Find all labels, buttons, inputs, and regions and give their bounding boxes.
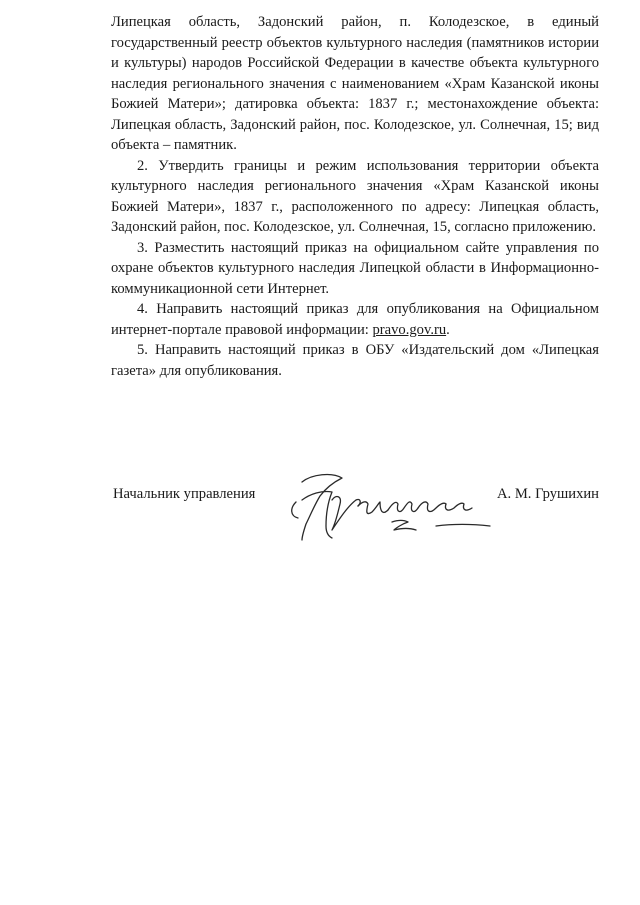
signatory-position: Начальник управления	[113, 486, 256, 502]
paragraph-item-2: 2. Утвердить границы и режим использования территории объекта культурного наследия регионального значения «Храм Казанской иконы Божией Матери», 1837 г., расположенного по адресу: Липецкая область, Задонский район, пос. Колодезское, ул. Солнечная, 15, согласно приложению.	[111, 157, 599, 235]
paragraph-item-4	[111, 299, 599, 340]
paragraph-item-5: 5. Направить настоящий приказ в ОБУ «Издательский дом «Липецкая газета» для опубликования.	[111, 342, 599, 379]
handwritten-signature	[286, 466, 516, 546]
pravo-link[interactable]: pravo.gov.ru	[372, 321, 447, 338]
paragraph-continuation: Липецкая область, Задонский район, п. Колодезское, в единый государственный реестр объектов культурного наследия (памятников истории и культуры) народов Российской Федерации в качестве объекта культурного наследия регионального значения с наименованием «Храм Казанской иконы Божией Матери»; датировка объекта: 1837 г.; местонахождение объекта: Липецкая область, Задонский район, пос. Колодезское, ул. Солнечная, 15; вид объекта – памятник.	[111, 14, 599, 153]
paragraph-item-3: 3. Разместить настоящий приказ на официальном сайте управления по охране объектов культурного наследия Липецкой области в Информационно-коммуникационной сети Интернет.	[111, 239, 599, 297]
signature-block	[111, 466, 599, 556]
signatory-name: А. М. Грушихин	[497, 486, 599, 502]
order-body	[111, 12, 599, 381]
paragraph-item-4-end: .	[446, 321, 450, 338]
paragraph-item-4-text: 4. Направить настоящий приказ для опубликования на Официальном интернет-портале правовой информации:	[111, 301, 599, 338]
